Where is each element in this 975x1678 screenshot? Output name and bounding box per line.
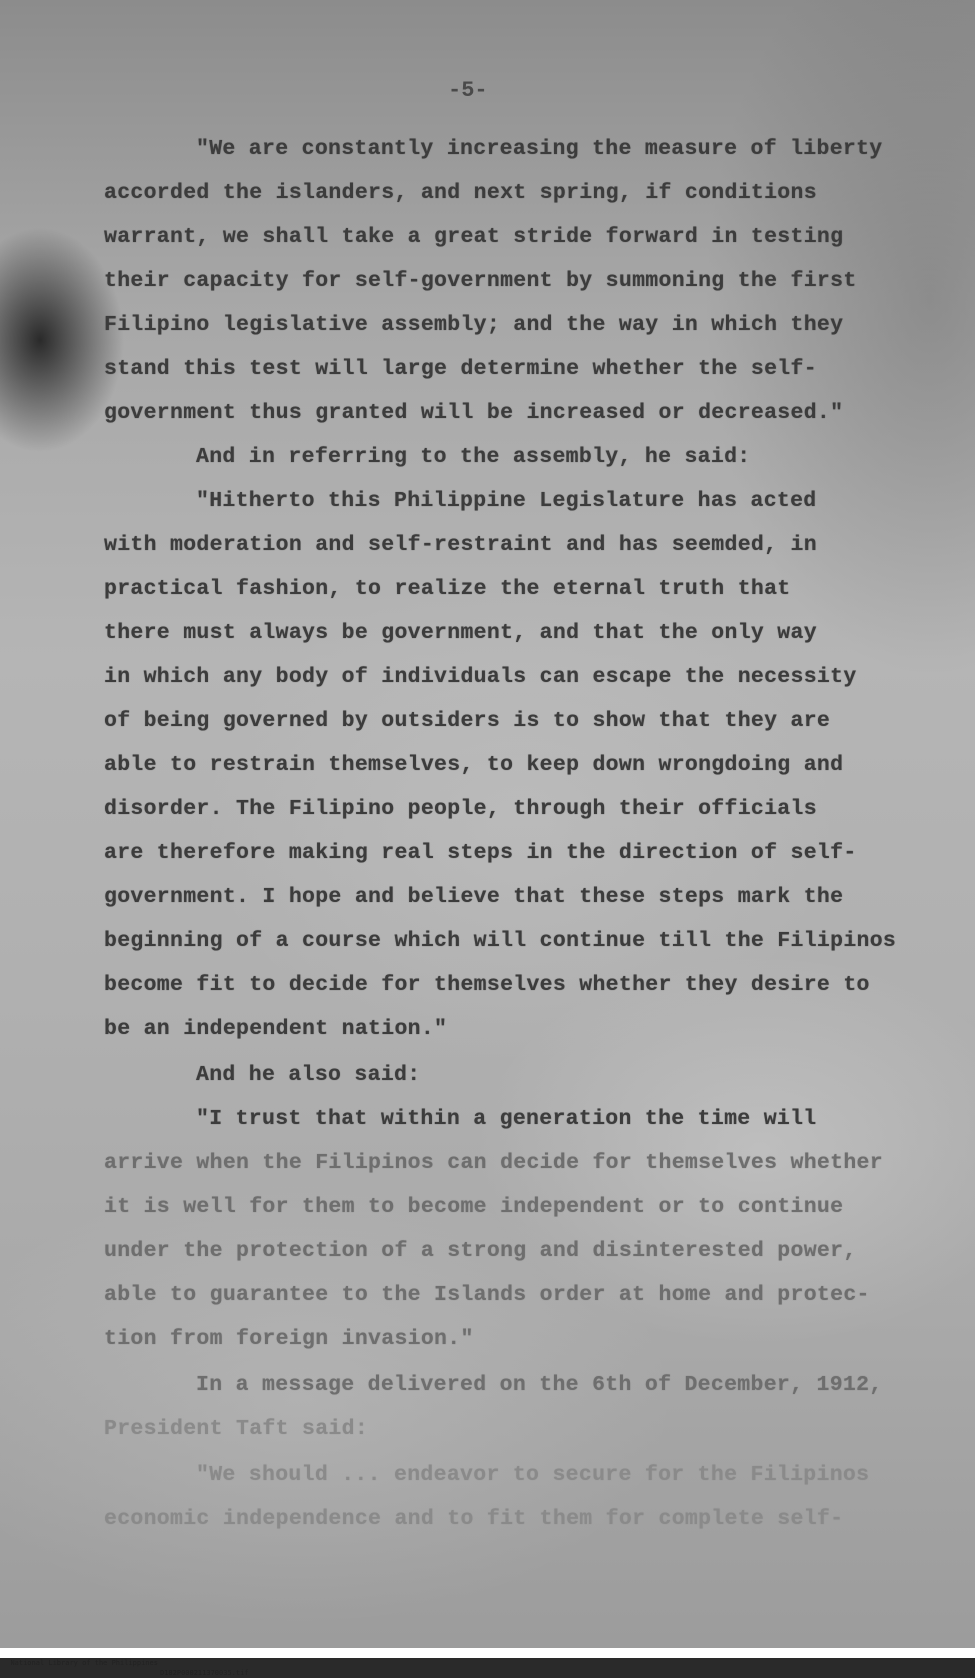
text-line: government thus granted will be increased or decreased." <box>104 401 844 425</box>
text-line: "Hitherto this Philippine Legislature has acted <box>196 489 817 513</box>
text-line: warrant, we shall take a great stride forward in testing <box>104 225 844 249</box>
text-line: practical fashion, to realize the eternal truth that <box>104 577 791 601</box>
text-line: be an independent nation." <box>104 1017 448 1041</box>
text-line: able to restrain themselves, to keep down wrongdoing and <box>104 753 844 777</box>
text-line: able to guarantee to the Islands order at home and protec- <box>104 1283 870 1307</box>
text-line: economic independence and to fit them for complete self- <box>104 1507 844 1531</box>
text-line: President Taft said: <box>104 1417 369 1441</box>
text-line: stand this test will large determine whether the self- <box>104 357 817 381</box>
text-line: become fit to decide for themselves whether they desire to <box>104 973 870 997</box>
text-line: beginning of a course which will continue till the Filipinos <box>104 929 897 953</box>
text-line: "We are constantly increasing the measure of liberty <box>196 137 883 161</box>
library-name: National Library of the Philippines <box>10 1659 158 1667</box>
text-line: And he also said: <box>196 1063 421 1087</box>
text-line: under the protection of a strong and disinterested power, <box>104 1239 857 1263</box>
text-line: are therefore making real steps in the direction of self- <box>104 841 857 865</box>
text-line: with moderation and self-restraint and has seemded, in <box>104 533 817 557</box>
text-line: tion from foreign invasion." <box>104 1327 474 1351</box>
text-line: of being governed by outsiders is to show that they are <box>104 709 831 733</box>
scan-footer <box>0 1648 975 1677</box>
text-line: "I trust that within a generation the time will <box>196 1107 817 1131</box>
text-line: it is well for them to become independent or to continue <box>104 1195 844 1219</box>
text-line: disorder. The Filipino people, through their officials <box>104 797 817 821</box>
text-line: accorded the islanders, and next spring, if conditions <box>104 181 817 205</box>
text-line: government. I hope and believe that these steps mark the <box>104 885 844 909</box>
text-line: In a message delivered on the 6th of December, 1912, <box>196 1373 883 1397</box>
text-line: their capacity for self-government by summoning the first <box>104 269 857 293</box>
text-line: in which any body of individuals can escape the necessity <box>104 665 857 689</box>
text-line: there must always be government, and that the only way <box>104 621 817 645</box>
text-line: arrive when the Filipinos can decide for themselves whether <box>104 1151 883 1175</box>
text-line: Filipino legislative assembly; and the way in which they <box>104 313 844 337</box>
text-line: And in referring to the assembly, he said: <box>196 445 751 469</box>
file-name: D182P000211370035.tif <box>160 1669 249 1677</box>
page-number: -5- <box>448 78 488 103</box>
text-line: "We should ... endeavor to secure for the Filipinos <box>196 1463 870 1487</box>
